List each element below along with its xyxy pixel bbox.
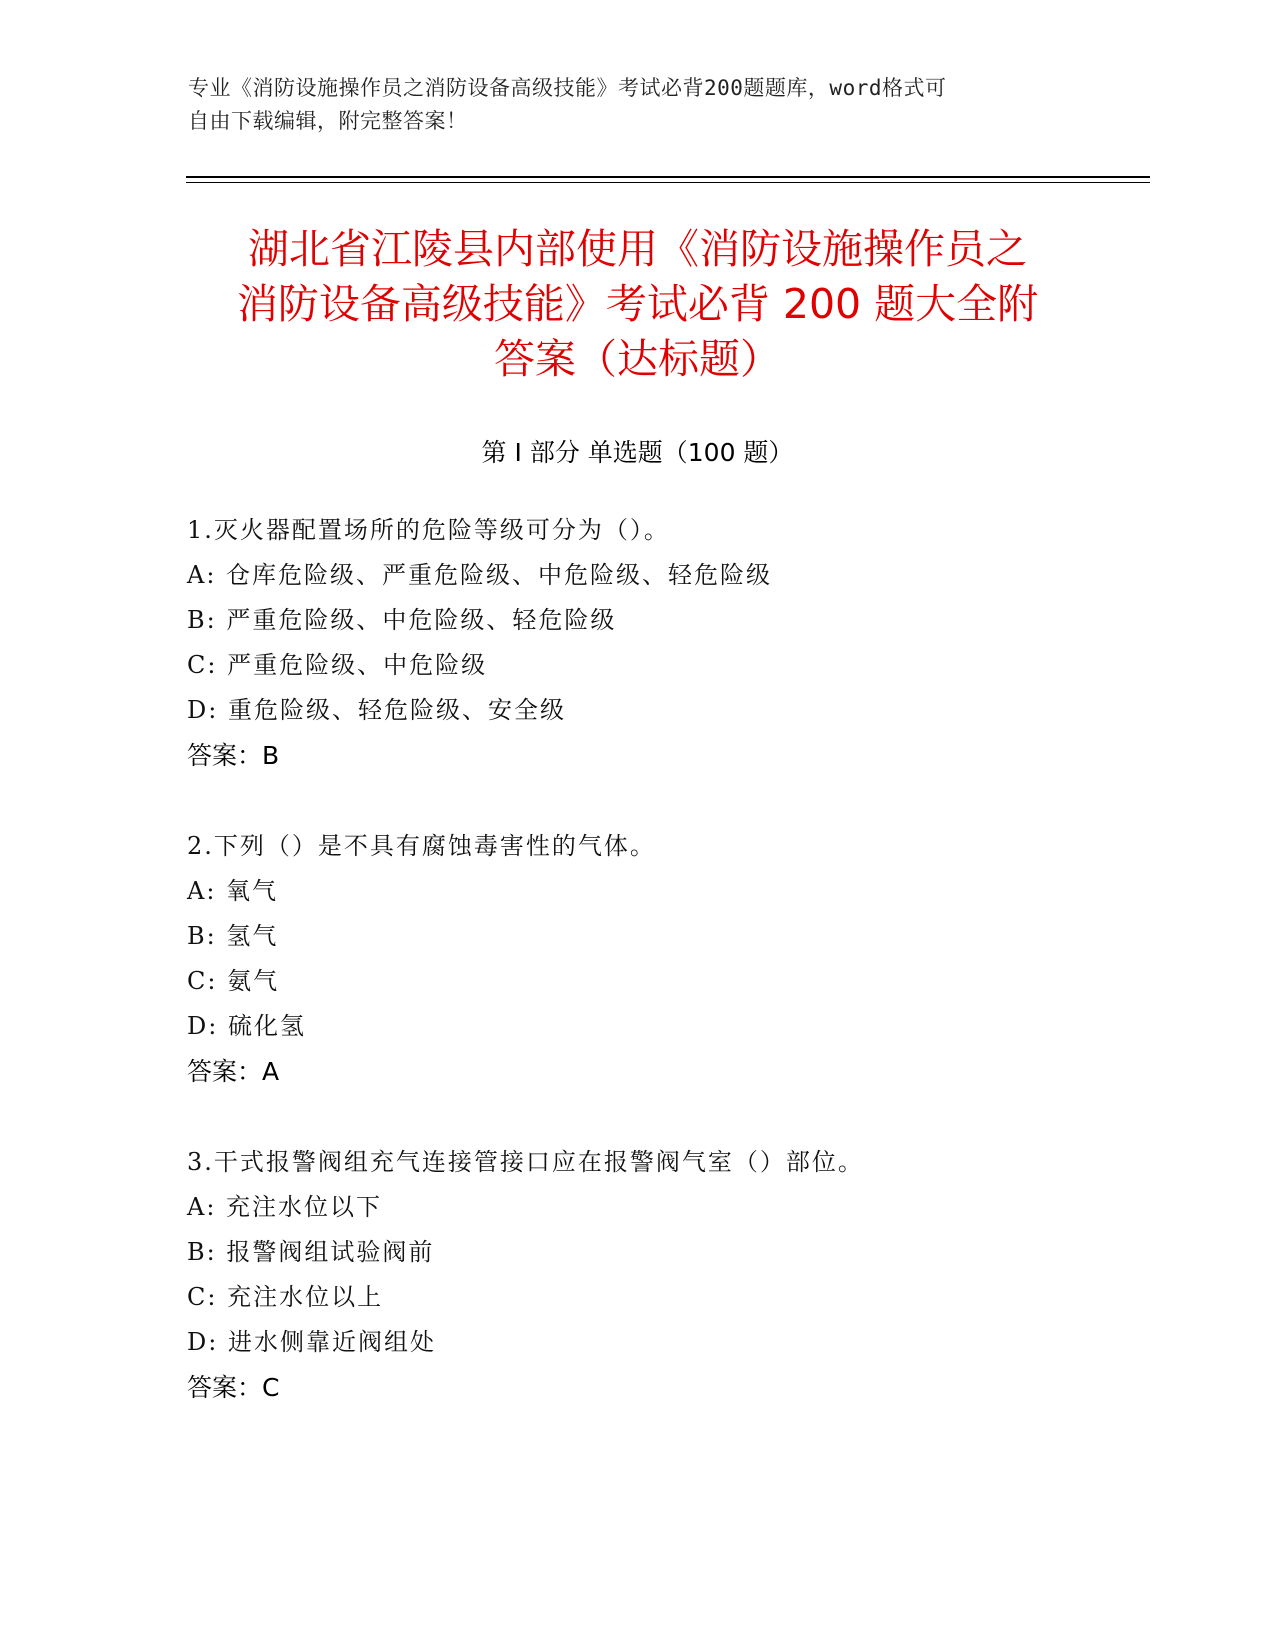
- section-heading: 第 I 部分 单选题（100 题）: [481, 438, 794, 467]
- question-2: [187, 824, 1167, 1094]
- answer-line: 答案：B: [187, 741, 280, 770]
- option-a: A: 充注水位以下: [187, 1193, 383, 1221]
- question-1: [187, 508, 1167, 778]
- option-b: B: 报警阀组试验阀前: [187, 1238, 435, 1266]
- option-a: A: 氧气: [187, 877, 279, 905]
- document-title-line-3: 答案（达标题）: [494, 335, 781, 383]
- option-d: D: 进水侧靠近阀组处: [187, 1328, 436, 1356]
- header-note-line-1: 专业《消防设施操作员之消防设备高级技能》考试必背200题题库，word格式可: [188, 76, 947, 100]
- question-stem: 2.下列（）是不具有腐蚀毒害性的气体。: [187, 832, 656, 860]
- question-3: [187, 1140, 1167, 1410]
- option-a: A: 仓库危险级、严重危险级、中危险级、轻危险级: [187, 561, 773, 589]
- answer-line: 答案：C: [187, 1373, 280, 1402]
- option-d: D: 重危险级、轻危险级、安全级: [187, 696, 566, 724]
- answer-line: 答案：A: [187, 1057, 280, 1086]
- header-divider-thick: [186, 176, 1150, 178]
- option-b: B: 氢气: [187, 922, 279, 950]
- question-stem: 3.干式报警阀组充气连接管接口应在报警阀气室（）部位。: [187, 1148, 864, 1176]
- option-c: C: 充注水位以上: [187, 1283, 384, 1311]
- document-title: [160, 222, 1115, 387]
- option-b: B: 严重危险级、中危险级、轻危险级: [187, 606, 617, 634]
- header-note: [188, 72, 1088, 138]
- header-divider-thin: [186, 182, 1150, 183]
- question-stem: 1.灭火器配置场所的危险等级可分为（）。: [187, 516, 670, 544]
- document-title-line-2: 消防设备高级技能》考试必背 200 题大全附: [236, 280, 1039, 328]
- option-d: D: 硫化氢: [187, 1012, 306, 1040]
- option-c: C: 氨气: [187, 967, 280, 995]
- option-c: C: 严重危险级、中危险级: [187, 651, 488, 679]
- header-note-line-2: 自由下载编辑，附完整答案！: [188, 109, 468, 133]
- document-title-line-1: 湖北省江陵县内部使用《消防设施操作员之: [248, 225, 1027, 273]
